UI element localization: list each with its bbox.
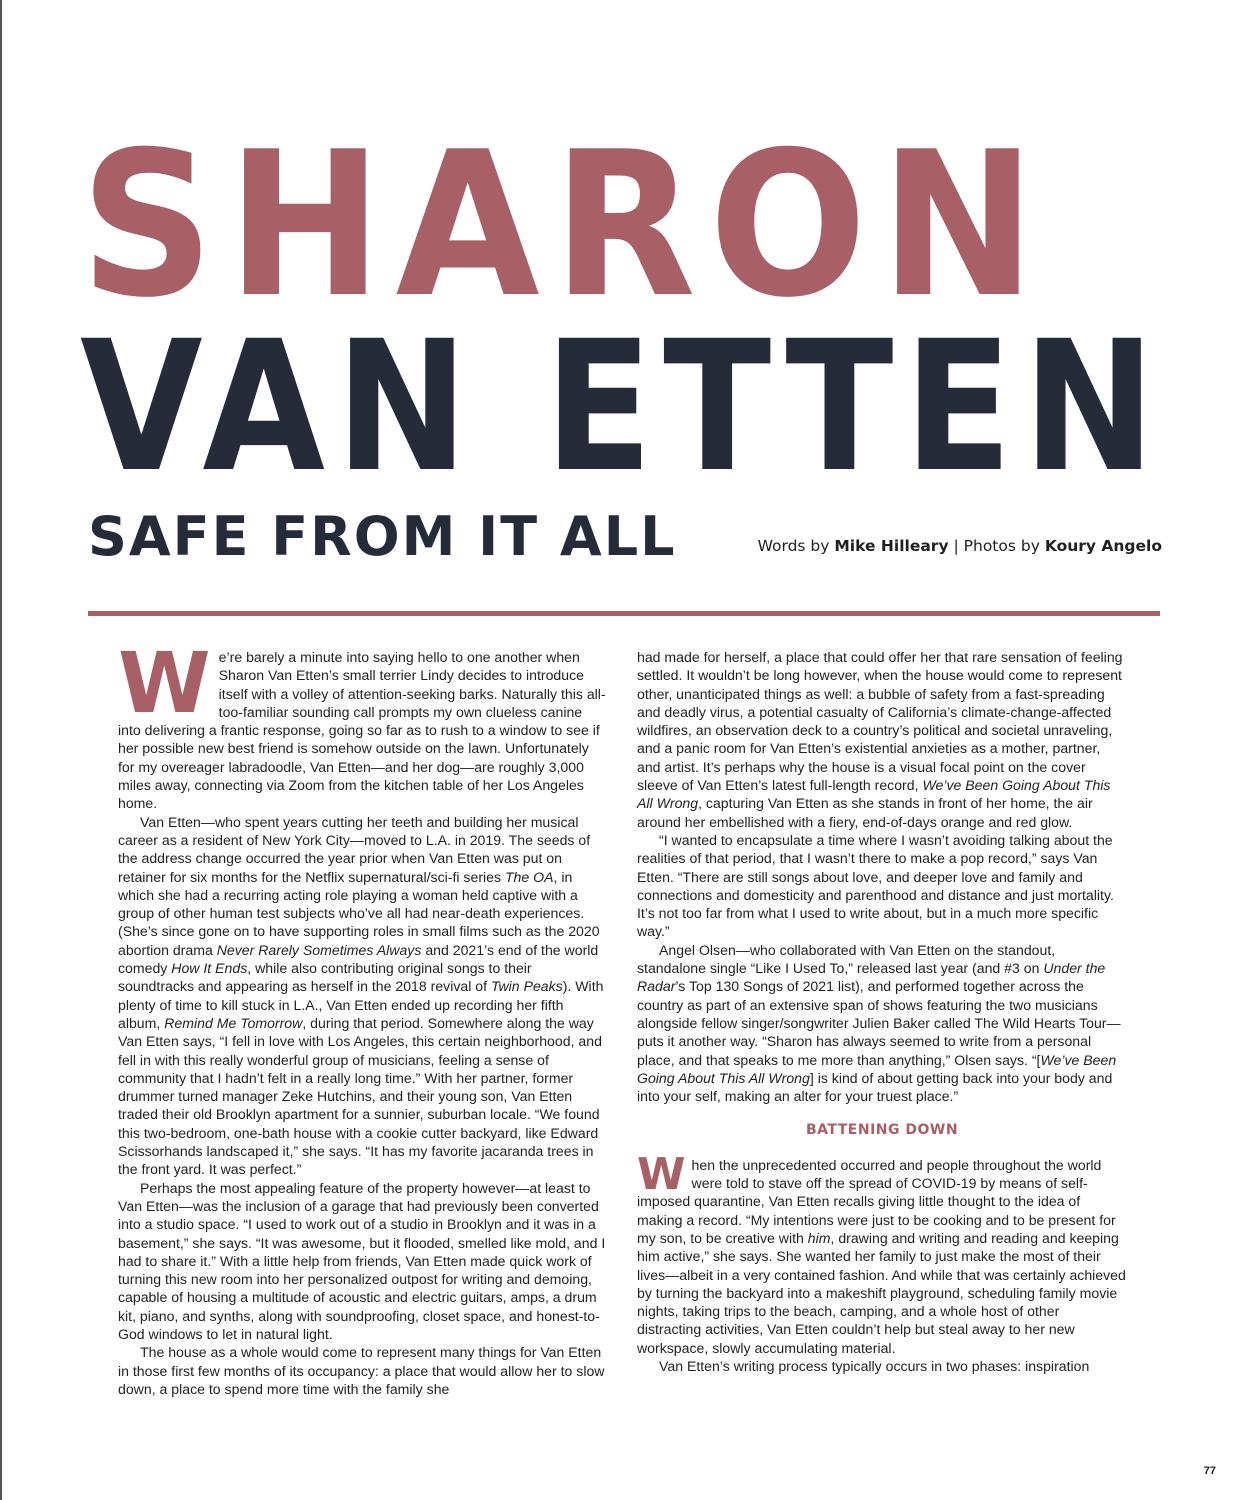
words-label: Words by — [757, 537, 830, 555]
paragraph-text: , drawing and writing and reading and keeping him active,” she says. She wanted her family to just make the most of their lives—albeit in a very contained fashion. And while that was certainly achieved by turning the backyard into a makeshift playground, scheduling family movie nights, taking trips to the beach, camping, and a whole host of other distracting activities, Van Etten couldn’t help but steal away to her new workspace, slowly accumulating material. — [637, 1229, 1126, 1356]
album-title: We’ve Been Going About This All Wrong — [637, 1051, 1117, 1086]
paragraph-text: ). With plenty of time to kill stuck in L.A., Van Etten ended up recording her fifth album, — [118, 978, 604, 1031]
paragraph-studio: Perhaps the most appealing feature of the property however—at least to Van Etten—was the inclusion of a garage that had previously been converted into a studio space. “I used to work out of a studio in Brooklyn and it was in a basement,” she says. “It was awesome, but it flooded, smelled like mold, and I had to share it.” With a little help from friends, Van Etten made quick work of turning this new room into her personalized outpost for writing and demoing, capable of housing a multitude of acoustic and electric guitars, amps, a drum kit, piano, and synths, along with soundproofing, closet space, and honest-to-God windows to let in natural light. — [118, 1179, 606, 1342]
article-subtitle: SAFE FROM IT ALL — [88, 505, 677, 568]
paragraph-text: Van Etten—who spent years cutting her teeth and building her musical career as a resident of New York City—moved to L.A. in 2019. The seeds of the address change occurred the year prior when Van Etten was put on retainer for six months for the Netflix supernatural/sci-fi series — [118, 813, 591, 885]
paragraph-text: and 2021’s end of the world comedy — [118, 941, 599, 977]
photos-label: Photos by — [963, 537, 1040, 555]
paragraph-process: Van Etten’s writing process typically occurs in two phases: inspiration — [659, 1357, 1090, 1374]
dropcap: W — [118, 634, 211, 732]
title-italic: The OA — [504, 868, 554, 885]
article-column-right — [637, 648, 1127, 1375]
emphasis-italic: him — [807, 1229, 831, 1246]
headline-van-etten: VAN ETTEN — [80, 303, 1166, 512]
title-italic: How It Ends — [171, 960, 248, 977]
header-divider — [88, 611, 1160, 616]
writer-name: Mike Hilleary — [834, 537, 949, 555]
paragraph-pandemic — [637, 1148, 1127, 1357]
paragraph-text: , during that period. Somewhere along the way Van Etten says, “I fell in love with Los Angeles, this certain neighborhood, and fell in with this really wonderful group of musicians, feeling a sense of community that I hadn’t felt in a really long time.” With her partner, former drummer turned manager Zeke Hutchins, and their young son, Van Etten traded their old Brooklyn apartment for a sunnier, suburban locale. “We found this two-bedroom, one-bath house with a cookie cutter backyard, like Edward Scissorhands landscaped it,” she says. “It has my favorite jacaranda trees in the front yard. It was perfect.” — [118, 1014, 602, 1178]
headline-sharon: SHARON — [80, 109, 1049, 342]
page-number: 77 — [1203, 1465, 1216, 1477]
paragraph-text: Angel Olsen—who collaborated with Van Etten on the standout, standalone single “Like I Used To,” released last year (and #3 on — [637, 941, 1056, 977]
paragraph-angel-olsen — [637, 941, 1127, 1106]
paragraph-quote: “I wanted to encapsulate a time where I wasn’t avoiding talking about the realities of that period, that I wasn’t there to make a pop record,” says Van Etten. “There are still songs about love, and deeper love and family and connections and domesticity and parenthood and distance and just mortality. It’s not too far from what I used to write about, but in a much more specific way.” — [637, 831, 1114, 940]
page-edge — [0, 0, 2, 1500]
title-italic: Remind Me Tomorrow — [164, 1014, 303, 1031]
paragraph-text: , capturing Van Etten as she stands in front of her home, the air around her embellished with a fiery, end-of-days orange and red glow. — [637, 795, 1093, 830]
title-italic: Never Rarely Sometimes Always — [216, 941, 422, 958]
album-title: We’ve Been Going About This All Wrong — [637, 777, 1111, 812]
paragraph-text: ] is kind of about getting back into your body and into your self, making an alter for your truest place.” — [637, 1069, 1113, 1105]
paragraph-house: The house as a whole would come to represent many things for Van Etten in those first few months of its occupancy: a place that would allow her to slow down, a place to spend more time with the family she — [118, 1344, 605, 1397]
paragraph-text: e’re barely a minute into saying hello to one another when Sharon Van Etten’s small terrier Lindy decides to introduce itself with a volley of attention-seeking barks. Naturally this all-too-familiar sounding call prompts my own clueless canine into delivering a frantic response, going so far as to rush to a window to see if her possible new best friend is somehow outside on the lawn. Unfortunately for my overeager labradoodle, Van Etten—and her dog—are roughly 3,000 miles away, connecting via Zoom from the kitchen table of her Los Angeles home. — [118, 649, 606, 812]
byline-separator: | — [953, 537, 959, 555]
paragraph-intro — [118, 634, 608, 813]
paragraph-text: ’s Top 130 Songs of 2021 list), and performed together across the country as part of an extensive span of shows featuring the two musicians alongside fellow singer/songwriter Julien Baker called The Wild Hearts Tour—puts it another way. “Sharon has always seemed to write from a personal place, and that speaks to me more than anything,” Olsen says. “[ — [637, 978, 1121, 1068]
article-column-left — [118, 634, 608, 1398]
paragraph-text: , while also contributing original songs to their soundtracks and appearing as herself in the 2018 revival of — [118, 960, 532, 995]
byline — [758, 537, 1162, 555]
photographer-name: Koury Angelo — [1044, 537, 1162, 555]
paragraph-house-cont — [637, 648, 1127, 831]
paragraph-text: had made for herself, a place that could offer her that rare sensation of feeling settled. It wouldn’t be long however, when the house would come to represent other, unanticipated things as well: a bubble of safety from a fast-spreading and deadly virus, a potential casualty of California’s climate-change-affected wildfires, an observation deck to a country’s political and societal unraveling, and a panic room for Van Etten’s existential anxieties as a mother, partner, and artist. It’s perhaps why the house is a visual focal point on the cover sleeve of Van Etten’s latest full-length record, — [637, 649, 1123, 794]
dropcap: W — [637, 1148, 686, 1200]
title-italic: Twin Peaks — [490, 978, 563, 995]
paragraph-move — [118, 813, 608, 1179]
paragraph-text: , in which she had a recurring acting role playing a woman held captive with a group of other human test subjects who’ve all had near-death experiences. (She’s since gone on to have supporting roles in small films such as the 2020 abortion drama — [118, 868, 600, 958]
magazine-title: Under the Radar — [637, 960, 1106, 995]
section-heading: BATTENING DOWN — [805, 1122, 959, 1139]
paragraph-text: hen the unprecedented occurred and people throughout the world were told to stave off the spread of COVID-19 by means of self-imposed quarantine, Van Etten recalls giving little thought to the idea of making a record. “My intentions were just to be cooking and to be present for my son, to be creative with — [637, 1156, 1116, 1246]
